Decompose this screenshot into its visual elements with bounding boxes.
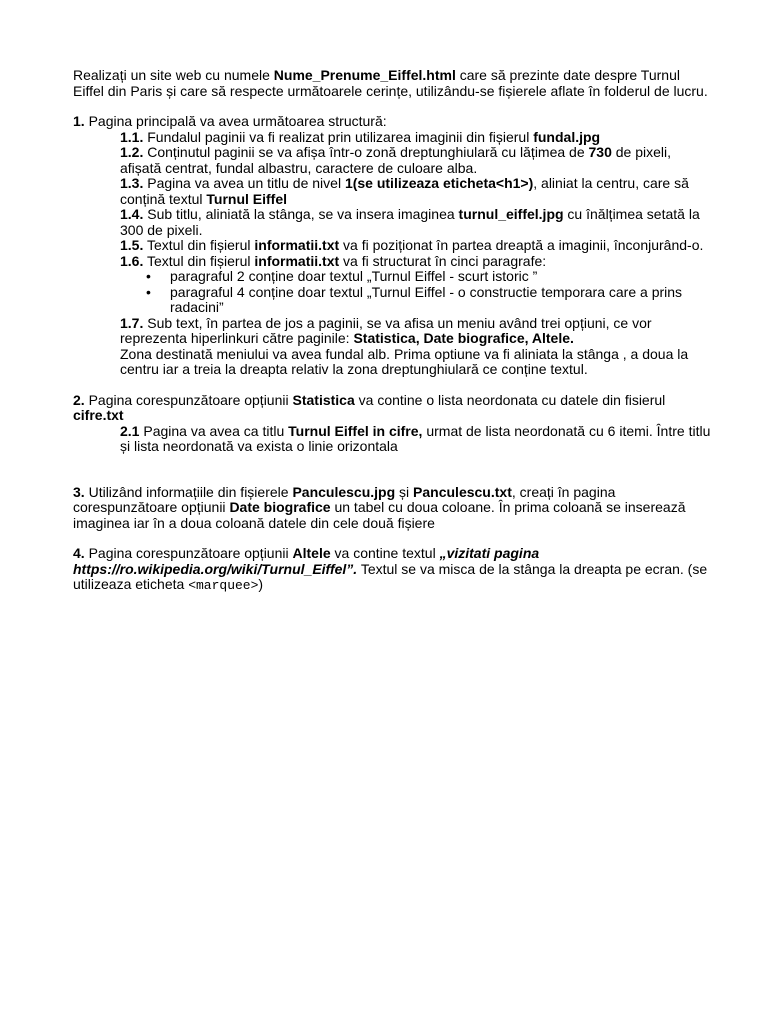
list-item: • paragraful 4 conține doar textul „Turnul Eiffel - o constructie temporara care a prins radacini” bbox=[170, 285, 713, 316]
paragraph-bullet-list bbox=[73, 269, 713, 316]
section-3-paragraph: 3. Utilizând informațiile din fișierele Panculescu.jpg și Panculescu.txt, creați în pagina corespunzătoare opțiunii Date biografice un tabel cu doua coloane. În prima coloană se inserează imaginea iar în a doua coloană datele din cele două fișiere bbox=[73, 483, 686, 531]
item-1-7: 1.7. Sub text, în partea de jos a paginii, se va afisa un meniu având trei opțiuni, ce vor reprezenta hiperlinkuri către paginile: Statistica, Date biografice, Altele. Zona destinată meniului va avea fundal alb. Prima optiune va fi aliniata la stânga , a doua la centru iar a treia la dreapta relativ la zona dreptunghiulară ce conține textul. bbox=[120, 314, 689, 377]
section-1-heading: 1. Pagina principală va avea următoarea structură: bbox=[73, 113, 387, 129]
item-1-1: 1.1. Fundalul paginii va fi realizat prin utilizarea imaginii din fișierul fundal.jpg bbox=[120, 128, 601, 145]
section-2-paragraph: 2. Pagina corespunzătoare opțiunii Statistica va contine o lista neordonata cu datele din fisierul cifre.txt bbox=[73, 391, 666, 423]
item-1-4: 1.4. Sub titlu, aliniată la stânga, se va insera imaginea turnul_eiffel.jpg cu înălțimea setată la 300 de pixeli. bbox=[120, 206, 700, 238]
document-body bbox=[73, 68, 713, 594]
item-1-2: 1.2. Conținutul paginii se va afișa într-o zonă dreptunghiulară cu lățimea de 730 de pixeli, afișată centrat, fundal albastru, caractere de culoare alba. bbox=[120, 144, 672, 176]
item-2-1: 2.1 Pagina va avea ca titlu Turnul Eiffel in cifre, urmat de lista neordonată cu 6 itemi. Între titlu și lista neordonată va exista o linie orizontala bbox=[120, 422, 711, 454]
item-1-3: 1.3. Pagina va avea un titlu de nivel 1(se utilizeaza eticheta<h1>), aliniat la centru, care să conțină textul Turnul Eiffel bbox=[120, 175, 689, 207]
section-4-paragraph: 4. Pagina corespunzătoare opțiunii Altele va contine textul „vizitati pagina https://ro.wikipedia.org/wiki/Turnul_Eiffel”. Textul se va misca de la stânga la dreapta pe ecran. (se utilizeaza eticheta <marquee>) bbox=[73, 545, 708, 593]
list-item: • paragraful 2 conține doar textul „Turnul Eiffel - scurt istoric ” bbox=[170, 269, 713, 285]
item-1-6: 1.6. Textul din fișierul informatii.txt va fi structurat în cinci paragrafe: bbox=[120, 252, 547, 269]
item-1-5: 1.5. Textul din fișierul informatii.txt va fi poziționat în partea dreaptă a imaginii, înconjurând-o. bbox=[120, 237, 704, 253]
intro-paragraph: Realizați un site web cu numele Nume_Prenume_Eiffel.html care să prezinte date despre Turnul Eiffel din Paris și care să respecte următoarele cerințe, utilizându-se fișierele aflate în folderul de lucru. bbox=[73, 67, 708, 99]
